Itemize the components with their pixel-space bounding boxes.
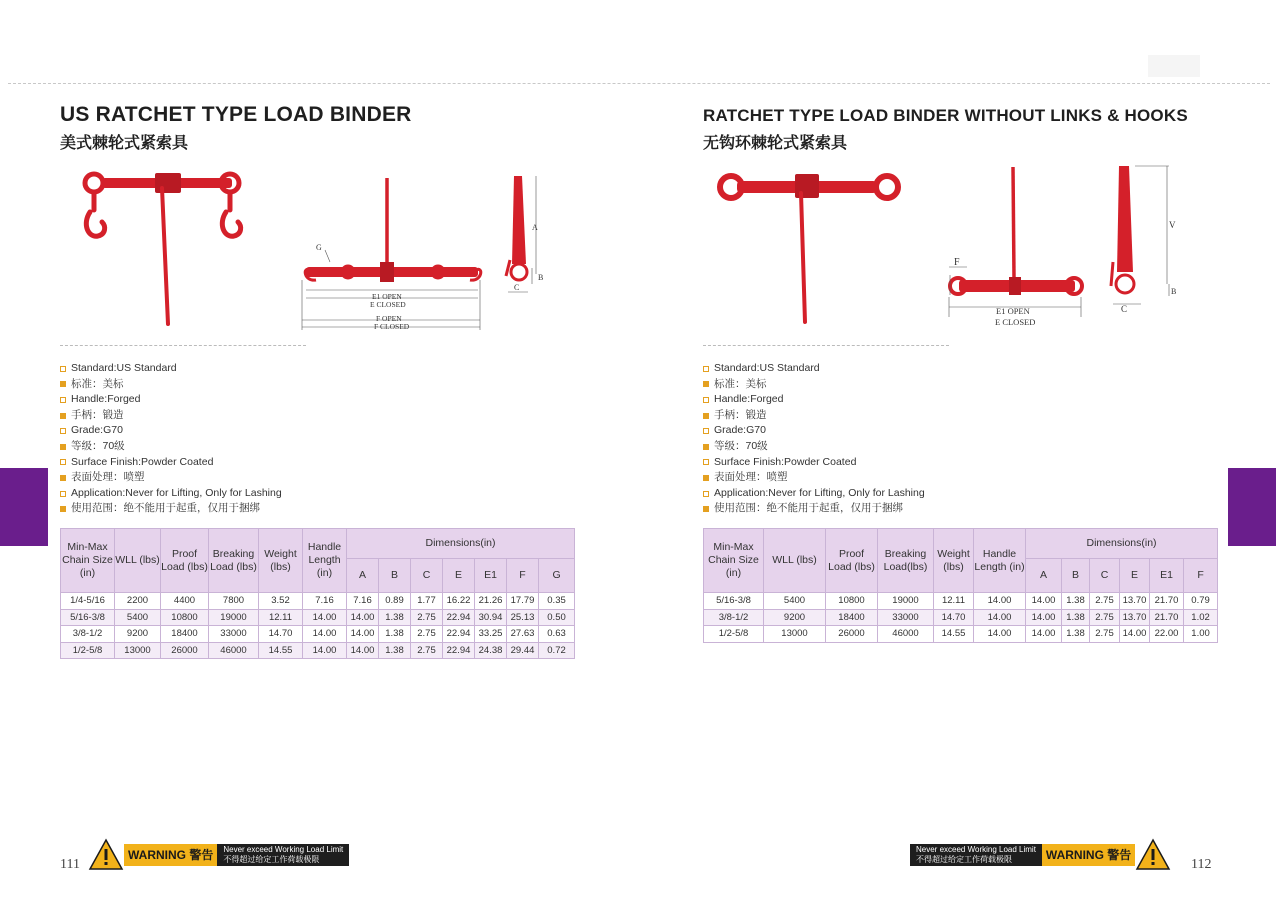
left-page-number: 111 [60,857,80,872]
warning-text [910,844,1042,866]
th-dim-b: B [1062,559,1090,593]
spec-item [703,470,925,486]
spec-text: Surface Finish:Powder Coated [714,455,857,468]
right-label-f: F [954,257,960,268]
right-title-cn: 无钩环棘轮式紧索具 [703,135,848,152]
table-cell: 1.00 [1184,626,1218,643]
left-spec-table [60,528,575,659]
spec-text: Handle:Forged [71,393,141,406]
table-cell: 14.00 [303,609,347,626]
th-wll: WLL (lbs) [764,529,826,593]
spec-item [703,408,925,424]
table-cell: 7.16 [303,593,347,610]
table-cell: 1.38 [1062,609,1090,626]
warning-line2: 不得超过给定工作荷载极限 [223,854,320,864]
table-cell: 26000 [826,626,878,643]
th-dim-e: E [443,559,475,593]
spec-text: 等级：70级 [71,439,125,452]
outline-square-bullet-icon [703,428,709,434]
top-dotted-rule [8,83,1270,84]
th-weight: Weight (lbs) [259,529,303,593]
left-warning-banner [88,838,349,871]
warning-text [217,844,349,866]
right-label-e-closed: E CLOSED [995,317,1036,327]
table-cell: 14.70 [934,609,974,626]
table-cell: 22.94 [443,626,475,643]
left-separator [60,345,306,346]
right-spec-table [703,528,1218,643]
table-cell: 13000 [764,626,826,643]
spec-item [703,423,925,439]
left-title-cn: 美式棘轮式紧索具 [60,135,189,152]
left-label-e-closed: E CLOSED [370,300,406,309]
table-cell: 2.75 [411,626,443,643]
table-cell: 13000 [115,642,161,659]
table-cell: 2.75 [1090,609,1120,626]
spec-item [703,361,925,377]
table-cell: 4400 [161,593,209,610]
spec-text: Grade:G70 [71,424,123,437]
spec-text: 标准：美标 [714,377,767,390]
table-cell: 0.79 [1184,593,1218,610]
filled-square-bullet-icon [703,381,709,387]
table-row [61,642,575,659]
left-label-f-closed: F CLOSED [374,322,410,331]
table-cell: 1.02 [1184,609,1218,626]
th-handle-length: Handle Length (in) [303,529,347,593]
th-proof-load: Proof Load (lbs) [161,529,209,593]
spec-item [703,439,925,455]
table-cell: 22.94 [443,642,475,659]
table-cell: 3/8-1/2 [61,626,115,643]
table-cell: 7.16 [347,593,379,610]
table-cell: 0.35 [539,593,575,610]
table-cell: 13.70 [1120,593,1150,610]
right-separator [703,345,949,346]
table-cell: 1/4-5/16 [61,593,115,610]
warning-label: WARNING 警告 [124,844,217,866]
th-breaking-load: Breaking Load(lbs) [878,529,934,593]
table-cell: 22.00 [1150,626,1184,643]
th-dim-b: B [379,559,411,593]
faint-mark [1148,55,1200,77]
table-cell: 18400 [161,626,209,643]
th-dim-c: C [1090,559,1120,593]
spec-text: 等级：70级 [714,439,768,452]
spec-text: 表面处理：喷塑 [71,471,145,484]
outline-square-bullet-icon [60,366,66,372]
table-cell: 1.38 [1062,626,1090,643]
table-cell: 9200 [764,609,826,626]
spec-item [703,455,925,471]
table-row [61,609,575,626]
spec-item [703,501,925,517]
right-title-en: RATCHET TYPE LOAD BINDER WITHOUT LINKS & HOOKS [703,106,1188,125]
table-cell: 2.75 [1090,593,1120,610]
table-cell: 16.22 [443,593,475,610]
outline-square-bullet-icon [60,491,66,497]
filled-square-bullet-icon [60,413,66,419]
warning-label: WARNING 警告 [1042,844,1135,866]
spec-item [60,470,282,486]
table-cell: 19000 [209,609,259,626]
spec-text: 使用范围：绝不能用于起重，仅用于捆绑 [71,502,260,515]
spec-text: 手柄：锻造 [71,408,124,421]
table-cell: 14.00 [303,642,347,659]
table-cell: 46000 [878,626,934,643]
warning-triangle-icon [88,838,124,871]
table-cell: 7800 [209,593,259,610]
table-cell: 26000 [161,642,209,659]
spec-text: Application:Never for Lifting, Only for Lashing [714,486,925,499]
filled-square-bullet-icon [703,506,709,512]
filled-square-bullet-icon [60,475,66,481]
table-row [704,609,1218,626]
th-proof-load: Proof Load (lbs) [826,529,878,593]
th-dim-f: F [507,559,539,593]
spec-item [60,423,282,439]
left-label-c: C [514,283,520,292]
table-cell: 14.00 [974,593,1026,610]
th-dim-f: F [1184,559,1218,593]
left-spec-list [60,361,282,517]
right-label-c: C [1121,304,1128,314]
right-label-e1-open: E1 OPEN [996,306,1030,316]
table-cell: 33000 [878,609,934,626]
table-cell: 29.44 [507,642,539,659]
table-cell: 14.00 [303,626,347,643]
table-cell: 0.50 [539,609,575,626]
spec-item [703,486,925,502]
table-cell: 19000 [878,593,934,610]
table-cell: 1.77 [411,593,443,610]
table-cell: 21.26 [475,593,507,610]
table-cell: 9200 [115,626,161,643]
spec-item [60,377,282,393]
table-cell: 5400 [764,593,826,610]
outline-square-bullet-icon [60,459,66,465]
table-cell: 14.00 [347,609,379,626]
th-dim-e: E [1120,559,1150,593]
filled-square-bullet-icon [703,444,709,450]
table-cell: 2.75 [1090,626,1120,643]
filled-square-bullet-icon [60,444,66,450]
warning-line2: 不得超过给定工作荷载极限 [916,854,1012,864]
right-spec-list [703,361,925,517]
table-cell: 18400 [826,609,878,626]
right-purple-tab [1228,468,1276,546]
warning-triangle-icon [1135,838,1171,871]
right-product-photo [715,166,905,328]
table-cell: 1.38 [379,609,411,626]
table-cell: 0.63 [539,626,575,643]
outline-square-bullet-icon [703,459,709,465]
table-cell: 0.89 [379,593,411,610]
right-label-b: B [1171,287,1177,296]
spec-text: Standard:US Standard [714,362,820,374]
table-cell: 17.79 [507,593,539,610]
table-cell: 2.75 [411,609,443,626]
left-front-drawing [300,170,500,335]
right-warning-banner [910,838,1171,871]
filled-square-bullet-icon [60,381,66,387]
table-cell: 1.38 [379,642,411,659]
left-purple-tab [0,468,48,546]
table-cell: 14.00 [1026,593,1062,610]
outline-square-bullet-icon [60,397,66,403]
spec-item [60,501,282,517]
table-cell: 14.00 [347,626,379,643]
table-cell: 10800 [161,609,209,626]
table-cell: 14.55 [934,626,974,643]
left-label-f-open: F OPEN [376,314,402,323]
right-front-drawing [941,165,1091,330]
table-cell: 24.38 [475,642,507,659]
spec-text: 使用范围：绝不能用于起重，仅用于捆绑 [714,502,903,515]
table-row [704,593,1218,610]
spec-item [60,486,282,502]
table-cell: 14.00 [1026,626,1062,643]
table-cell: 14.00 [974,626,1026,643]
warning-line1: Never exceed Working Load Limit [223,844,344,854]
table-cell: 27.63 [507,626,539,643]
spec-text: Grade:G70 [714,424,766,437]
spec-item [60,439,282,455]
spec-text: Surface Finish:Powder Coated [71,455,214,468]
table-cell: 14.00 [974,609,1026,626]
spec-text: Application:Never for Lifting, Only for Lashing [71,486,282,499]
table-cell: 33000 [209,626,259,643]
filled-square-bullet-icon [703,475,709,481]
table-cell: 1/2-5/8 [704,626,764,643]
th-chain-size: Min-Max Chain Size (in) [704,529,764,593]
left-label-a: A [532,223,538,232]
table-cell: 1/2-5/8 [61,642,115,659]
table-cell: 1.38 [379,626,411,643]
table-cell: 14.00 [347,642,379,659]
spec-item [60,455,282,471]
table-cell: 5400 [115,609,161,626]
table-row [61,626,575,643]
outline-square-bullet-icon [703,491,709,497]
right-page-number: 112 [1191,857,1212,872]
th-dim-a: A [347,559,379,593]
table-cell: 22.94 [443,609,475,626]
th-dim-e1: E1 [1150,559,1184,593]
table-row [704,626,1218,643]
filled-square-bullet-icon [703,413,709,419]
spec-item [60,408,282,424]
table-cell: 21.70 [1150,609,1184,626]
table-cell: 2200 [115,593,161,610]
th-wll: WLL (lbs) [115,529,161,593]
spec-text: 表面处理：喷塑 [714,471,788,484]
left-label-e1-open: E1 OPEN [372,292,402,301]
table-cell: 5/16-3/8 [61,609,115,626]
right-label-v: V [1169,220,1176,230]
th-dim-a: A [1026,559,1062,593]
spec-text: Handle:Forged [714,393,784,406]
th-breaking-load: Breaking Load (lbs) [209,529,259,593]
spec-text: 手柄：锻造 [714,408,767,421]
table-cell: 13.70 [1120,609,1150,626]
outline-square-bullet-icon [60,428,66,434]
table-cell: 3.52 [259,593,303,610]
outline-square-bullet-icon [703,397,709,403]
th-dim-e1: E1 [475,559,507,593]
left-label-g: G [316,243,322,252]
table-cell: 10800 [826,593,878,610]
table-cell: 1.38 [1062,593,1090,610]
right-side-drawing [1107,164,1182,319]
table-cell: 25.13 [507,609,539,626]
table-cell: 2.75 [411,642,443,659]
table-cell: 46000 [209,642,259,659]
table-cell: 12.11 [934,593,974,610]
th-dim-c: C [411,559,443,593]
spec-text: Standard:US Standard [71,362,177,374]
spec-text: 标准：美标 [71,377,124,390]
spec-item [60,361,282,377]
th-dimensions: Dimensions(in) [1026,529,1218,559]
table-cell: 21.70 [1150,593,1184,610]
table-cell: 5/16-3/8 [704,593,764,610]
spec-item [703,392,925,408]
table-cell: 12.11 [259,609,303,626]
th-dim-g: G [539,559,575,593]
table-cell: 0.72 [539,642,575,659]
table-cell: 33.25 [475,626,507,643]
table-cell: 3/8-1/2 [704,609,764,626]
left-label-b: B [538,273,544,282]
spec-item [60,392,282,408]
left-product-photo [80,168,270,330]
warning-line1: Never exceed Working Load Limit [916,844,1036,854]
table-cell: 14.00 [1120,626,1150,643]
table-cell: 14.55 [259,642,303,659]
left-side-drawing [500,172,560,302]
outline-square-bullet-icon [703,366,709,372]
table-cell: 30.94 [475,609,507,626]
left-title-en: US RATCHET TYPE LOAD BINDER [60,103,412,126]
table-cell: 14.00 [1026,609,1062,626]
table-row [61,593,575,610]
th-weight: Weight (lbs) [934,529,974,593]
th-chain-size: Min-Max Chain Size (in) [61,529,115,593]
spec-item [703,377,925,393]
table-cell: 14.70 [259,626,303,643]
th-dimensions: Dimensions(in) [347,529,575,559]
filled-square-bullet-icon [60,506,66,512]
th-handle-length: Handle Length (in) [974,529,1026,593]
